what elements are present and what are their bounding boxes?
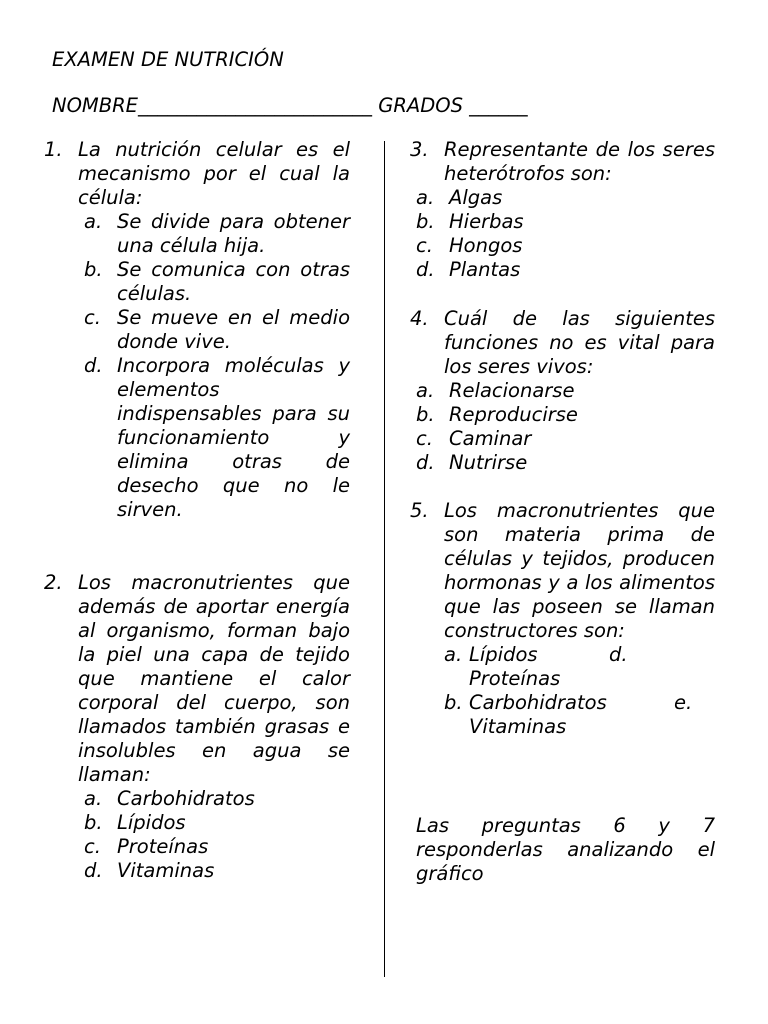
option-text: Carbohidratos	[117, 787, 255, 810]
option-e-text: Vitaminas	[469, 715, 567, 738]
option-e-letter: e.	[674, 691, 693, 714]
option-text: Relacionarse	[449, 379, 575, 402]
option-text	[469, 643, 715, 691]
option-d[interactable]	[410, 258, 715, 282]
option-text: Hierbas	[449, 210, 524, 233]
question-5	[410, 499, 715, 739]
option-d-text: Proteínas	[469, 667, 561, 690]
question-number: 3.	[410, 138, 429, 161]
option-text: Incorpora moléculas y elementos indispensables para su funcionamiento y elimina otras de desecho que no le sirven.	[117, 354, 350, 521]
option-letter: b.	[84, 811, 103, 834]
option-text: Plantas	[449, 258, 521, 281]
option-letter: a.	[84, 787, 103, 810]
option-text: Lípidos	[117, 811, 186, 834]
option-b[interactable]	[444, 691, 715, 739]
question-number: 2.	[44, 571, 63, 594]
option-a-text: Lípidos	[469, 643, 538, 666]
option-letter: c.	[84, 306, 101, 329]
option-a[interactable]	[410, 186, 715, 210]
option-letter: a.	[416, 379, 435, 402]
option-list	[410, 186, 715, 282]
option-b-text: Carbohidratos	[469, 691, 607, 714]
question-4	[410, 307, 715, 475]
question-1	[44, 138, 350, 522]
question-number: 4.	[410, 307, 429, 330]
student-info-line	[52, 94, 528, 117]
option-a[interactable]	[44, 210, 350, 258]
option-letter: b.	[444, 691, 463, 714]
question-text: Cuál de las siguientes funciones no es vital para los seres vivos:	[444, 307, 715, 378]
option-b[interactable]	[44, 811, 350, 835]
option-d[interactable]	[44, 859, 350, 883]
option-list	[44, 210, 350, 522]
question-number: 1.	[44, 138, 63, 161]
option-d[interactable]	[410, 451, 715, 475]
option-b[interactable]	[410, 403, 715, 427]
option-letter: b.	[416, 403, 435, 426]
option-letter: c.	[84, 835, 101, 858]
option-letter: a.	[84, 210, 103, 233]
question-text: La nutrición celular es el mecanismo por el cual la célula:	[78, 138, 350, 209]
option-text: Algas	[449, 186, 503, 209]
question-number: 5.	[410, 499, 429, 522]
option-text: Hongos	[449, 234, 523, 257]
option-list	[410, 643, 715, 739]
option-b[interactable]	[410, 210, 715, 234]
option-text: Reproducirse	[449, 403, 578, 426]
name-label[interactable]: NOMBRE________________________	[52, 94, 373, 117]
option-text: Proteínas	[117, 835, 209, 858]
question-text: Los macronutrientes que además de aportar energía al organismo, forman bajo la piel una capa de tejido que mantiene el calor corporal del cuerpo, son llamados también grasas e insolubles en agua se llaman:	[78, 571, 350, 786]
option-c[interactable]	[44, 835, 350, 859]
option-text	[469, 691, 715, 739]
option-letter: c.	[416, 234, 433, 257]
option-text: Vitaminas	[117, 859, 215, 882]
option-text: Caminar	[449, 427, 532, 450]
option-letter: d.	[84, 354, 103, 377]
grade-label[interactable]: GRADOS ______	[378, 94, 528, 117]
option-a[interactable]	[44, 787, 350, 811]
question-text: Representante de los seres heterótrofos son:	[444, 138, 715, 185]
option-c[interactable]	[410, 234, 715, 258]
option-list	[410, 379, 715, 475]
option-text: Se comunica con otras células.	[117, 258, 350, 305]
exam-title: EXAMEN DE NUTRICIÓN	[52, 48, 284, 71]
option-text: Nutrirse	[449, 451, 528, 474]
option-letter: a.	[416, 186, 435, 209]
option-letter: b.	[416, 210, 435, 233]
option-a[interactable]	[410, 379, 715, 403]
option-a[interactable]	[444, 643, 715, 691]
option-text: Se divide para obtener una célula hija.	[117, 210, 350, 257]
option-letter: d.	[416, 258, 435, 281]
option-letter: a.	[444, 643, 463, 666]
option-c[interactable]	[410, 427, 715, 451]
option-letter: b.	[84, 258, 103, 281]
option-d[interactable]	[44, 354, 350, 522]
option-letter: d.	[84, 859, 103, 882]
option-d-letter: d.	[609, 643, 628, 666]
option-letter: c.	[416, 427, 433, 450]
option-list	[44, 787, 350, 883]
option-c[interactable]	[44, 306, 350, 354]
question-text: Los macronutrientes que son materia prima de células y tejidos, producen hormonas y a los alimentos que las poseen se llaman constructores son:	[444, 499, 715, 642]
question-3	[410, 138, 715, 282]
option-letter: d.	[416, 451, 435, 474]
graph-instruction-note: Las preguntas 6 y 7 responderlas analizando el gráfico	[416, 814, 715, 885]
option-text: Se mueve en el medio donde vive.	[117, 306, 350, 353]
question-2	[44, 571, 350, 883]
column-divider	[384, 141, 385, 977]
option-b[interactable]	[44, 258, 350, 306]
